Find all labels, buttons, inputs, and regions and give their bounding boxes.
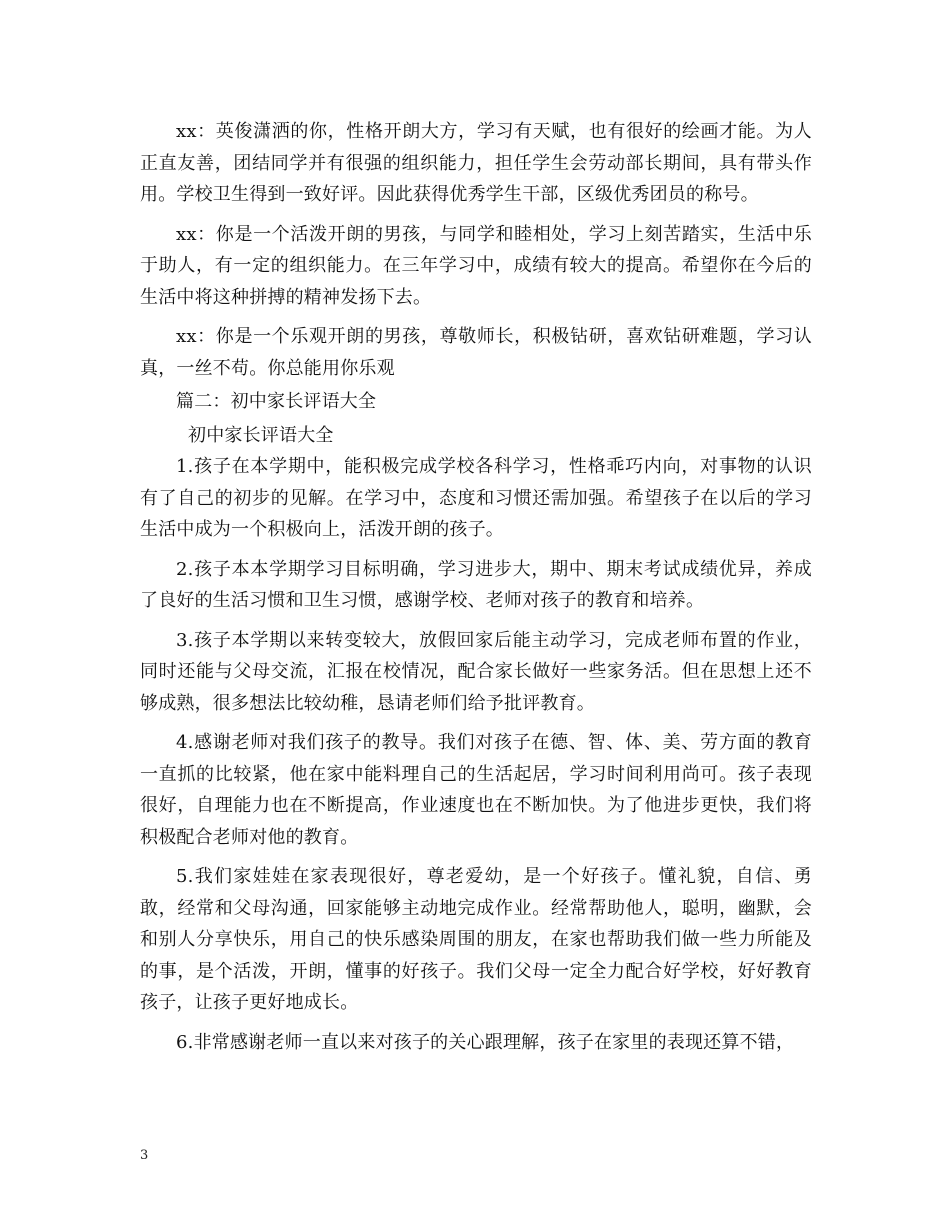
document-body	[140, 116, 812, 1058]
section-subheading: 初中家长评语大全	[188, 424, 334, 446]
list-item-2: 2.孩子本本学期学习目标明确，学习进步大，期中、期末考试成绩优异，养成了良好的生活习惯和卫生习惯，感谢学校、老师对孩子的教育和培养。	[140, 558, 812, 611]
section-heading: 篇二：初中家长评语大全	[176, 391, 377, 412]
paragraph-2: xx：你是一个活泼开朗的男孩，与同学和睦相处，学习上刻苦踏实，生活中乐于助人，有一定的组织能力。在三年学习中，成绩有较大的提高。希望你在今后的生活中将这种拼搏的精神发扬下去。	[140, 223, 812, 308]
list-item-4: 4.感谢老师对我们孩子的教导。我们对孩子在德、智、体、美、劳方面的教育一直抓的比较紧，他在家中能料理自己的生活起居，学习时间利用尚可。孩子表现很好，自理能力也在不断提高，作业速度也在不断加快。为了他进步更快，我们将积极配合老师对他的教育。	[140, 732, 812, 848]
paragraph-1: xx：英俊潇洒的你，性格开朗大方，学习有天赋，也有很好的绘画才能。为人正直友善，团结同学并有很强的组织能力，担任学生会劳动部长期间，具有带头作用。学校卫生得到一致好评。因此获得优秀学生干部，区级优秀团员的称号。	[140, 121, 812, 205]
page-number: 3	[140, 1148, 149, 1163]
paragraph-3: xx：你是一个乐观开朗的男孩，尊敬师长，积极钻研，喜欢钻研难题，学习认真，一丝不苟。你总能用你乐观	[140, 326, 812, 379]
list-item-5: 5.我们家娃娃在家表现很好，尊老爱幼，是一个好孩子。懂礼貌，自信、勇敢，经常和父母沟通，回家能够主动地完成作业。经常帮助他人，聪明，幽默，会和别人分享快乐，用自己的快乐感染周围的朋友，在家也帮助我们做一些力所能及的事，是个活泼，开朗，懂事的好孩子。我们父母一定全力配合好学校，好好教育孩子，让孩子更好地成长。	[140, 866, 812, 1013]
list-item-6: 6.非常感谢老师一直以来对孩子的关心跟理解，孩子在家里的表现还算不错，	[176, 1031, 795, 1053]
list-item-1: 1.孩子在本学期中，能积极完成学校各科学习，性格乖巧内向，对事物的认识有了自己的初步的见解。在学习中，态度和习惯还需加强。希望孩子在以后的学习生活中成为一个积极向上，活泼开朗的孩子。	[140, 456, 812, 540]
list-item-3: 3.孩子本学期以来转变较大，放假回家后能主动学习，完成老师布置的作业，同时还能与父母交流，汇报在校情况，配合家长做好一些家务活。但在思想上还不够成熟，很多想法比较幼稚，恳请老师们给予批评教育。	[140, 629, 812, 714]
